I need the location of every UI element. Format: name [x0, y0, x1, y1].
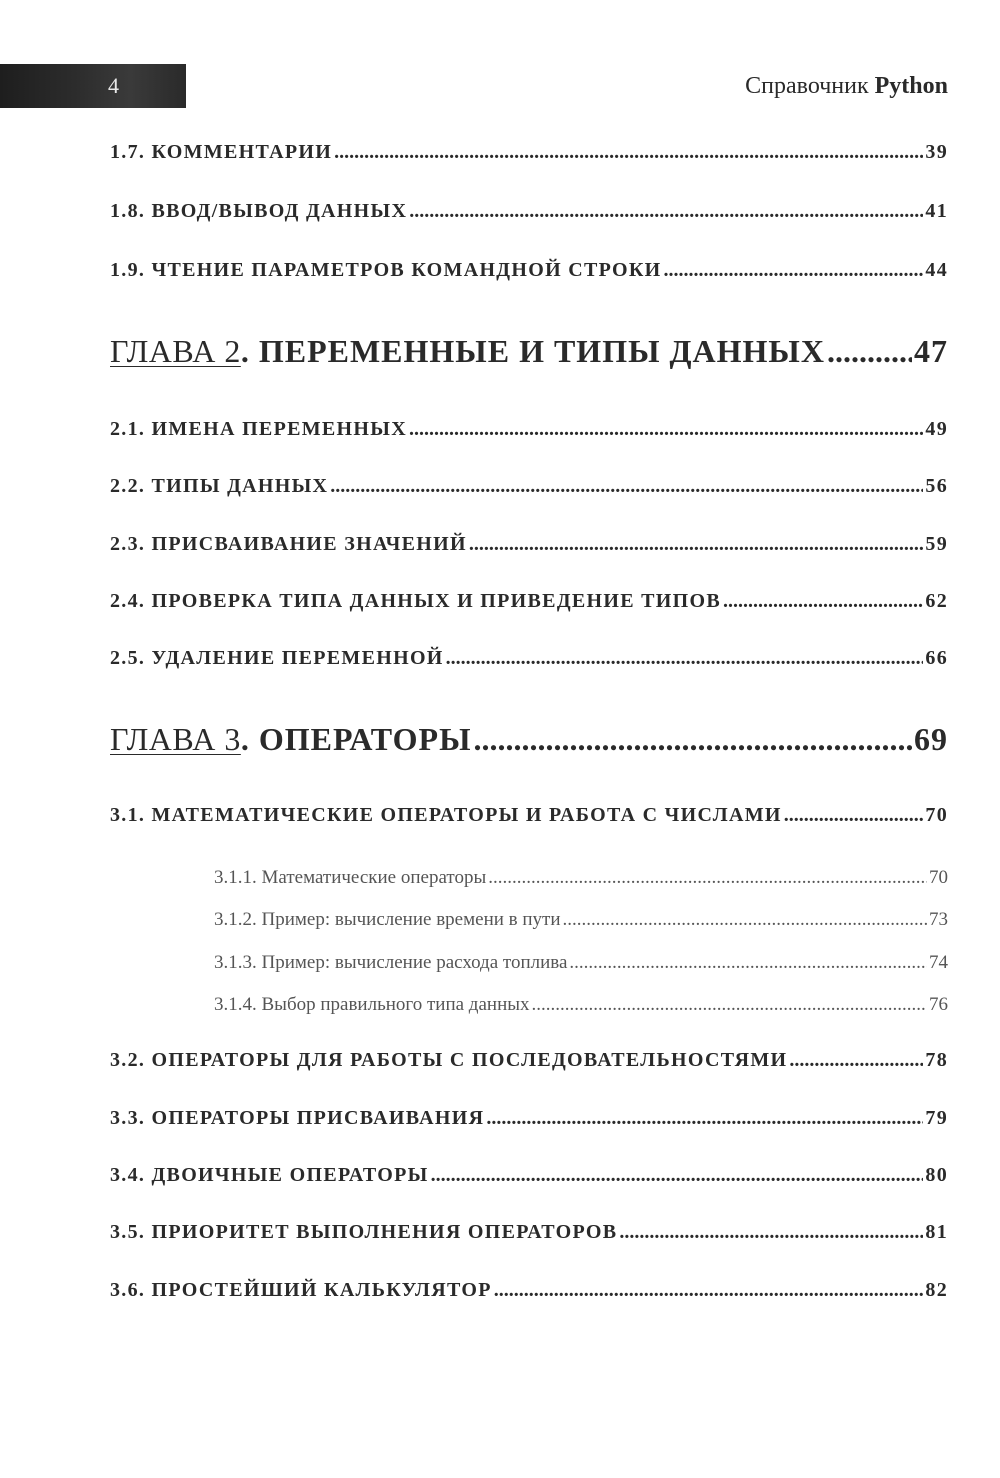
chapter-label: ГЛАВА 2	[110, 333, 241, 369]
toc-entry-3-1-4[interactable]	[214, 994, 948, 1016]
chapter-title: ОПЕРАТОРЫ	[258, 721, 472, 757]
toc-page-ref: 62	[925, 590, 948, 612]
toc-entry-3-1[interactable]	[110, 803, 948, 827]
dot-leader	[532, 994, 927, 1016]
toc-entry-3-2[interactable]	[110, 1048, 948, 1072]
toc-chapter-3[interactable]	[110, 720, 948, 758]
dot-leader	[488, 867, 927, 889]
dot-leader	[446, 646, 924, 670]
toc-chapter-heading: ГЛАВА 3. ОПЕРАТОРЫ	[110, 721, 472, 757]
toc-entry-3-1-2[interactable]	[214, 909, 948, 931]
toc-chapter-heading: ГЛАВА 2. ПЕРЕМЕННЫЕ И ТИПЫ ДАННЫХ	[110, 333, 825, 369]
toc-entry-title: 2.5. УДАЛЕНИЕ ПЕРЕМЕННОЙ	[110, 647, 444, 669]
toc-page-ref: 76	[929, 994, 948, 1015]
toc-page-ref: 73	[929, 909, 948, 930]
dot-leader	[409, 199, 923, 223]
toc-entry-2-2[interactable]	[110, 474, 948, 498]
toc-entry-title: 2.3. ПРИСВАИВАНИЕ ЗНАЧЕНИЙ	[110, 533, 467, 555]
running-title-python: Python	[874, 73, 948, 99]
dot-leader	[664, 258, 924, 282]
dot-leader	[334, 140, 923, 164]
dot-leader	[469, 532, 924, 556]
chapter-title: ПЕРЕМЕННЫЕ И ТИПЫ ДАННЫХ	[258, 333, 825, 369]
toc-entry-1-9[interactable]	[110, 258, 948, 282]
dot-leader	[409, 417, 923, 441]
toc-page-ref: 56	[925, 475, 948, 497]
toc-entry-title: 3.6. ПРОСТЕЙШИЙ КАЛЬКУЛЯТОР	[110, 1279, 492, 1301]
toc-entry-3-4[interactable]	[110, 1163, 948, 1187]
dot-leader	[784, 803, 924, 827]
dot-leader	[827, 332, 912, 370]
dot-leader	[569, 952, 927, 974]
toc-entry-title: 3.1.4. Выбор правильного типа данных	[214, 994, 530, 1015]
page-number: 4	[108, 73, 119, 98]
dot-leader	[789, 1048, 923, 1072]
toc-page-ref: 44	[925, 259, 948, 281]
chapter-label: ГЛАВА 3	[110, 721, 241, 757]
toc-entry-title: 2.4. ПРОВЕРКА ТИПА ДАННЫХ И ПРИВЕДЕНИЕ ТИПОВ	[110, 590, 722, 612]
toc-page-ref: 41	[925, 200, 948, 222]
toc-page-ref: 69	[914, 721, 948, 757]
toc-page-ref: 66	[925, 647, 948, 669]
toc-entry-2-1[interactable]	[110, 417, 948, 441]
toc-page-ref: 59	[925, 533, 948, 555]
toc-entry-2-4[interactable]	[110, 589, 948, 613]
toc-entry-title: 1.8. ВВОД/ВЫВОД ДАННЫХ	[110, 200, 408, 222]
toc-page-ref: 39	[925, 141, 948, 163]
toc-entry-title: 3.3. ОПЕРАТОРЫ ПРИСВАИВАНИЯ	[110, 1107, 485, 1129]
dot-leader	[494, 1278, 924, 1302]
toc-entry-title: 3.1.2. Пример: вычисление времени в пути	[214, 909, 561, 930]
toc-page-ref: 49	[925, 418, 948, 440]
toc-page-ref: 78	[925, 1049, 948, 1071]
toc-entry-3-1-3[interactable]	[214, 952, 948, 974]
toc-entry-title: 1.7. КОММЕНТАРИИ	[110, 141, 333, 163]
toc-page-ref: 81	[925, 1221, 948, 1243]
toc-entry-1-8[interactable]	[110, 199, 948, 223]
running-title	[745, 72, 948, 100]
toc-page-ref: 70	[929, 867, 948, 888]
toc-entry-3-3[interactable]	[110, 1106, 948, 1130]
toc-page-ref: 74	[929, 952, 948, 973]
dot-leader	[486, 1106, 923, 1130]
toc-entry-title: 2.1. ИМЕНА ПЕРЕМЕННЫХ	[110, 418, 407, 440]
toc-entry-title: 3.5. ПРИОРИТЕТ ВЫПОЛНЕНИЯ ОПЕРАТОРОВ	[110, 1221, 618, 1243]
header-dark-bar	[0, 64, 186, 108]
toc-page-ref: 80	[925, 1164, 948, 1186]
toc-entry-1-7[interactable]	[110, 140, 948, 164]
toc-entry-title: 3.2. ОПЕРАТОРЫ ДЛЯ РАБОТЫ С ПОСЛЕДОВАТЕЛЬНОСТЯМИ	[110, 1049, 788, 1071]
toc-entry-title: 3.1.1. Математические операторы	[214, 867, 487, 888]
toc-entry-3-6[interactable]	[110, 1278, 948, 1302]
toc-chapter-2[interactable]	[110, 332, 948, 370]
dot-leader	[474, 720, 913, 758]
toc-page-ref: 70	[925, 804, 948, 826]
dot-leader	[563, 909, 927, 931]
toc-entry-2-3[interactable]	[110, 532, 948, 556]
toc-entry-title: 3.1. МАТЕМАТИЧЕСКИЕ ОПЕРАТОРЫ И РАБОТА С ЧИСЛАМИ	[110, 804, 782, 826]
toc-entry-title: 3.4. ДВОИЧНЫЕ ОПЕРАТОРЫ	[110, 1164, 429, 1186]
toc-entry-title: 1.9. ЧТЕНИЕ ПАРАМЕТРОВ КОМАНДНОЙ СТРОКИ	[110, 259, 662, 281]
dot-leader	[431, 1163, 924, 1187]
dot-leader	[723, 589, 923, 613]
toc-page-ref: 47	[914, 333, 948, 369]
toc-entry-3-5[interactable]	[110, 1220, 948, 1244]
toc-entry-3-1-1[interactable]	[214, 867, 948, 889]
toc-entry-title: 2.2. ТИПЫ ДАННЫХ	[110, 475, 329, 497]
dot-leader	[619, 1220, 923, 1244]
toc-entry-title: 3.1.3. Пример: вычисление расхода топлива	[214, 952, 568, 973]
dot-leader	[330, 474, 923, 498]
toc-page-ref: 79	[925, 1107, 948, 1129]
toc-entry-2-5[interactable]	[110, 646, 948, 670]
toc-page-ref: 82	[925, 1279, 948, 1301]
running-title-prefix: Справочник	[745, 73, 869, 99]
